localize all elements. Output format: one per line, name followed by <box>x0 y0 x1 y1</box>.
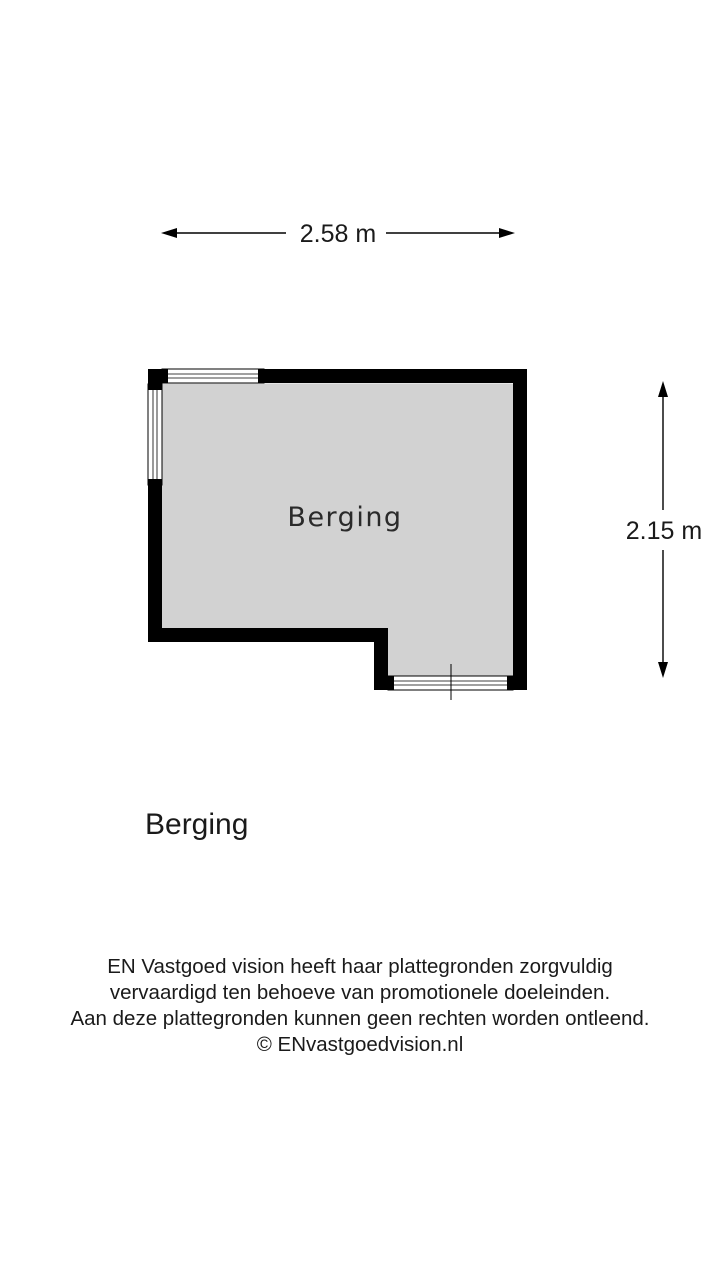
window-left <box>148 384 162 485</box>
width-dimension <box>161 220 515 248</box>
arrow-left-icon <box>161 228 177 238</box>
disclaimer <box>0 954 720 1058</box>
floor-title: Berging <box>145 808 249 841</box>
arrow-up-icon <box>658 381 668 397</box>
height-dimension <box>626 381 702 678</box>
room-label: Berging <box>287 502 403 533</box>
window-top <box>162 369 264 383</box>
disclaimer-line: EN Vastgoed vision heeft haar plattegronden zorgvuldig <box>107 955 613 978</box>
arrow-right-icon <box>499 228 515 238</box>
copyright-line: © ENvastgoedvision.nl <box>256 1033 464 1056</box>
disclaimer-line: Aan deze plattegronden kunnen geen rechten worden ontleend. <box>70 1007 650 1030</box>
disclaimer-line: vervaardigd ten behoeve van promotionele doeleinden. <box>109 981 611 1004</box>
height-label: 2.15 m <box>625 517 703 545</box>
room-berging <box>148 369 527 700</box>
width-label: 2.58 m <box>299 220 377 248</box>
arrow-down-icon <box>658 662 668 678</box>
